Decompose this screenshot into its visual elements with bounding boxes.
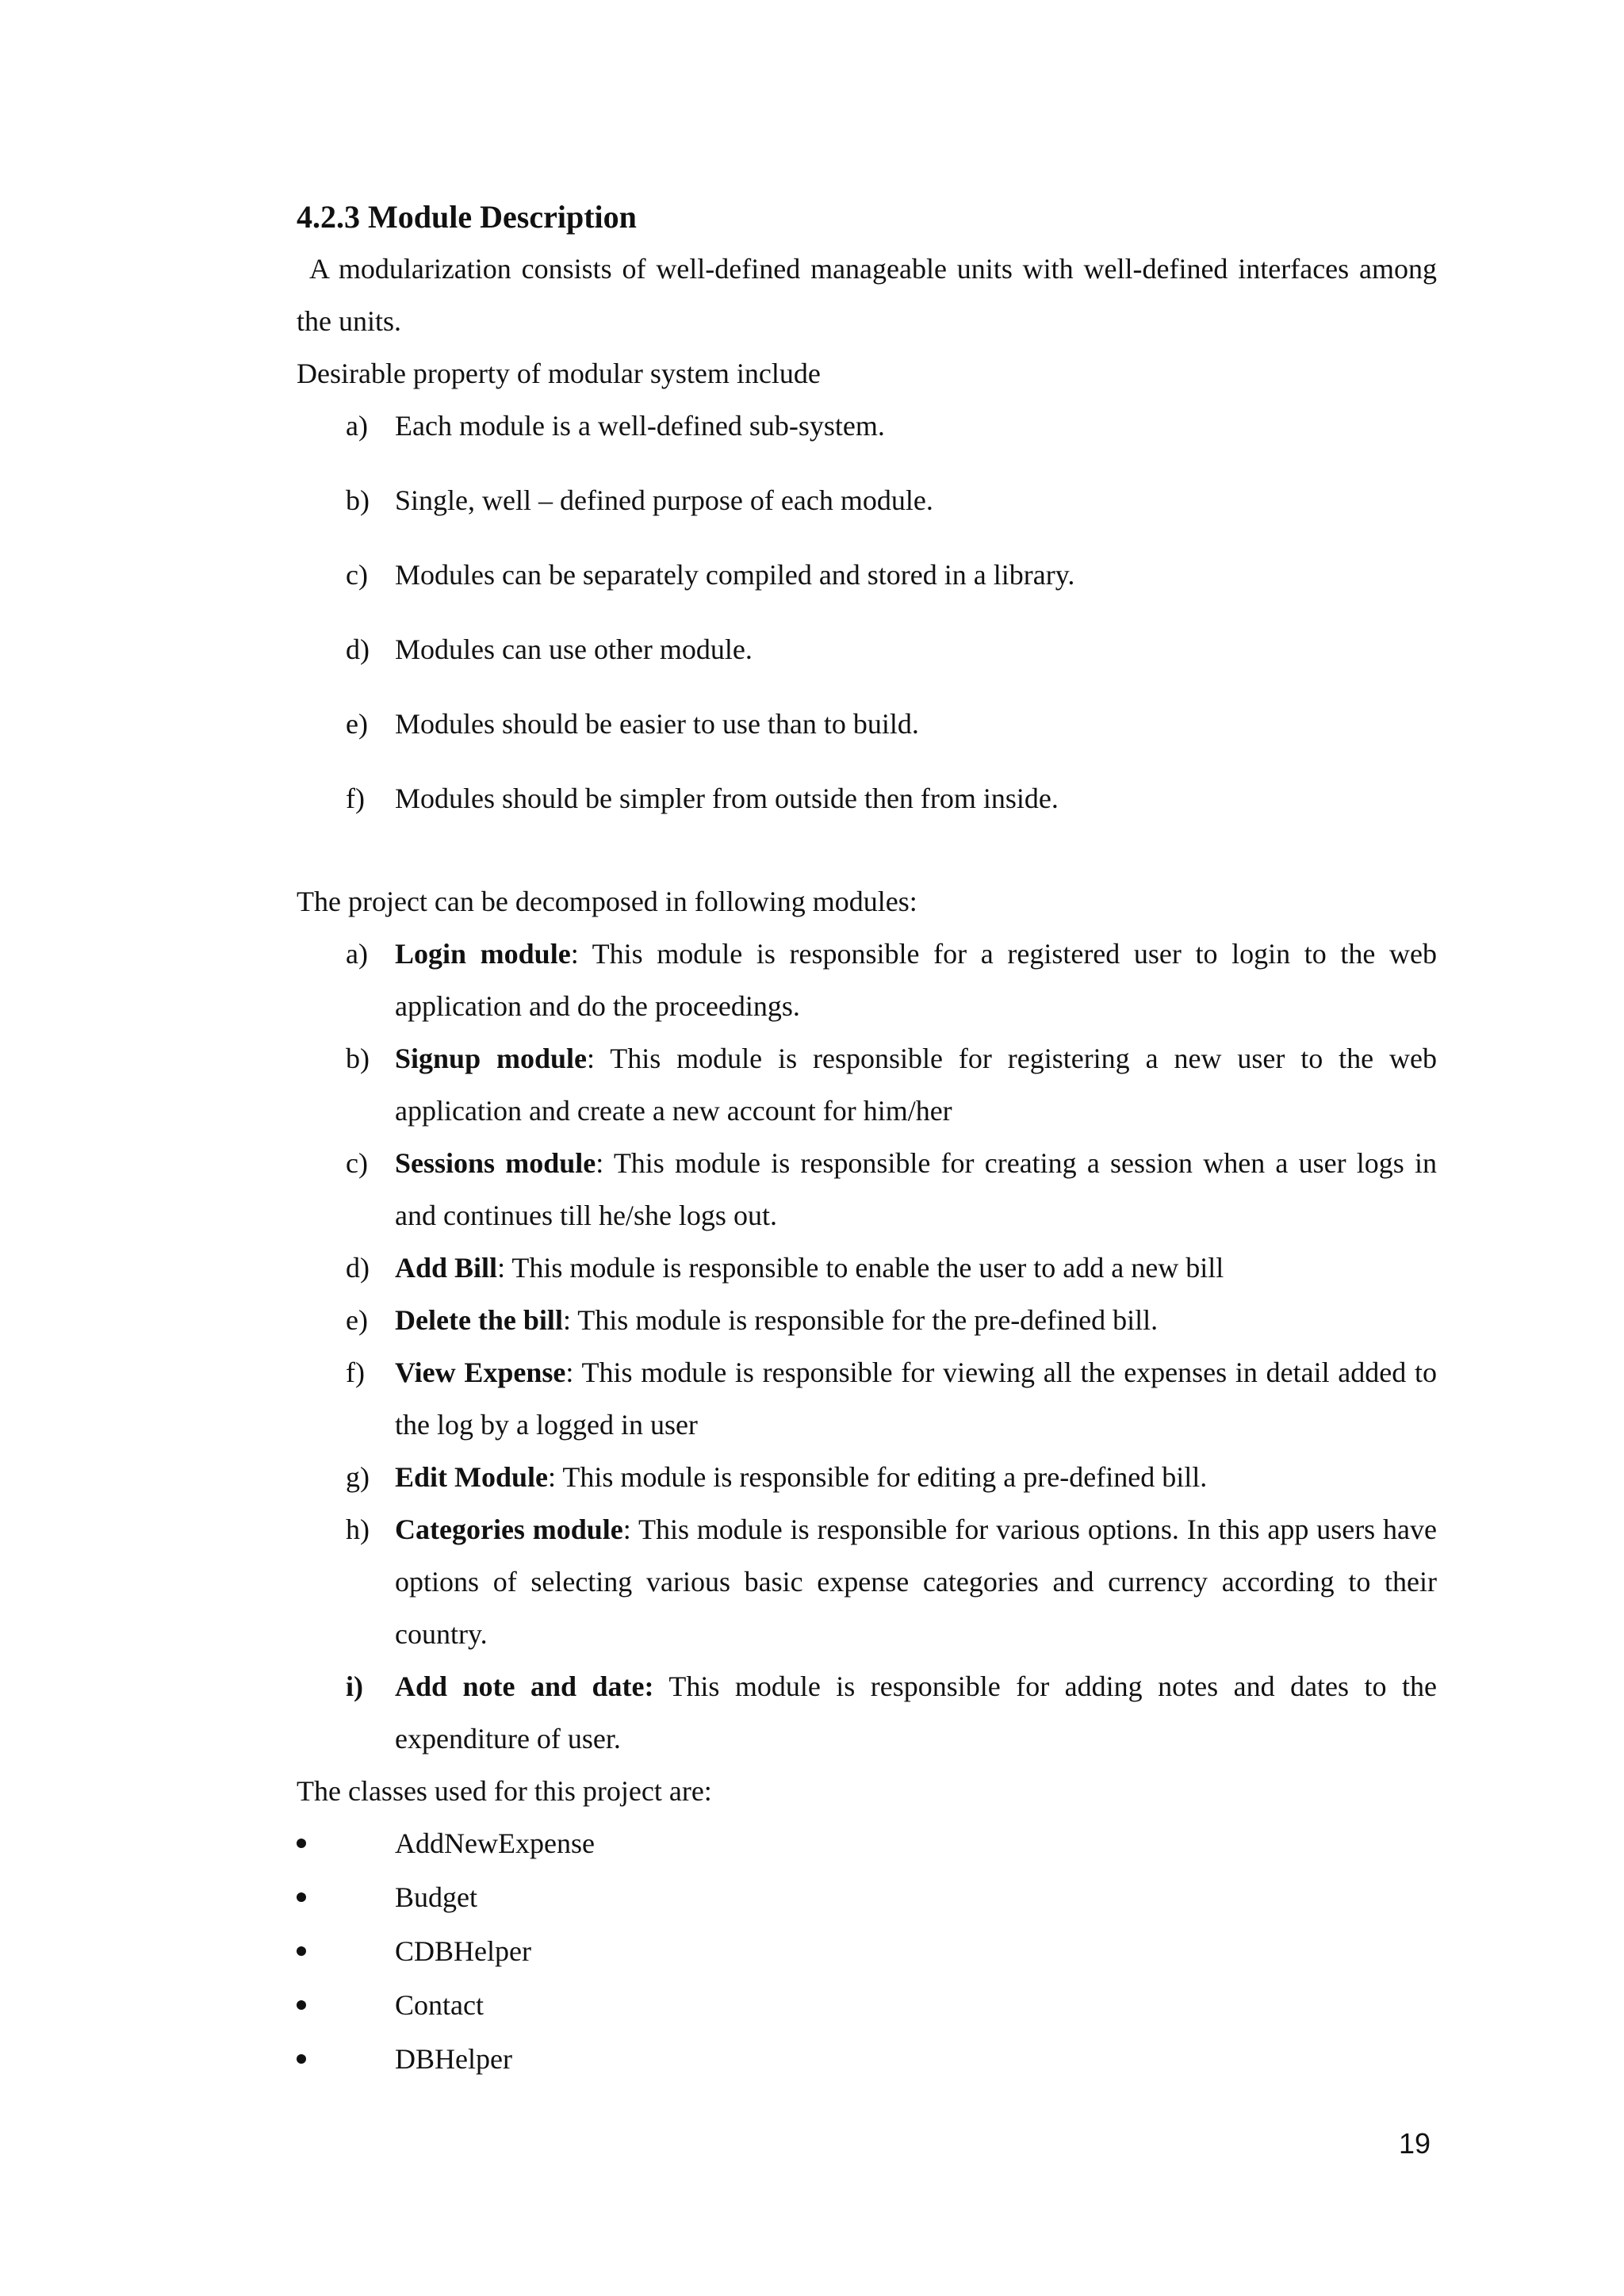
list-item xyxy=(297,549,1437,601)
classes-list xyxy=(297,1817,1437,2087)
class-item xyxy=(297,1925,1437,1979)
bullet-icon xyxy=(297,1817,306,1869)
class-name: CDBHelper xyxy=(395,1935,531,1967)
section-heading: 4.2.3 Module Description xyxy=(297,199,637,235)
list-item-text: Modules can use other module. xyxy=(395,633,753,665)
list-marker: a) xyxy=(346,938,368,970)
list-item-text: Each module is a well-defined sub-system. xyxy=(395,410,885,442)
list-marker: c) xyxy=(346,1147,368,1179)
module-description: : This module is responsible for creating a session when a user logs in and continues till he/she logs out. xyxy=(395,1147,1437,1231)
module-term: Signup module xyxy=(395,1043,588,1074)
class-item xyxy=(297,1871,1437,1925)
spacer xyxy=(297,825,1437,875)
module-description: : This module is responsible for viewing all the expenses in detail added to the log by a logged in user xyxy=(395,1357,1437,1441)
modules-list xyxy=(297,928,1437,1765)
module-description: : This module is responsible for a registered user to login to the web application and do the proceedings. xyxy=(395,938,1438,1022)
module-description: : This module is responsible for registering a new user to the web application and create a new account for him/her xyxy=(395,1043,1437,1127)
list-item-text: Modules can be separately compiled and stored in a library. xyxy=(395,559,1075,591)
list-marker: d) xyxy=(346,633,370,665)
bullet-icon xyxy=(297,1979,306,2031)
module-term: Edit Module xyxy=(395,1461,549,1493)
module-item xyxy=(297,1346,1437,1451)
list-item xyxy=(297,623,1437,675)
module-description: : This module is responsible for editing a pre-defined bill. xyxy=(548,1461,1208,1493)
list-marker: e) xyxy=(346,708,368,740)
page-number: 19 xyxy=(1398,2127,1431,2160)
module-term: Sessions module xyxy=(395,1147,596,1179)
class-name: AddNewExpense xyxy=(395,1827,595,1859)
class-item xyxy=(297,2033,1437,2087)
module-term: Add note and date: xyxy=(395,1670,654,1702)
list-marker: f) xyxy=(346,783,365,814)
list-item xyxy=(297,474,1437,526)
module-description: : This module is responsible for the pre-defined bill. xyxy=(562,1304,1159,1336)
class-name: DBHelper xyxy=(395,2043,512,2075)
module-item xyxy=(297,1503,1437,1660)
class-item xyxy=(297,1817,1437,1871)
desirable-properties-list xyxy=(297,400,1437,825)
list-marker: d) xyxy=(346,1252,370,1284)
list-marker: b) xyxy=(346,484,370,516)
module-item xyxy=(297,1660,1437,1765)
list-item-text: Modules should be easier to use than to build. xyxy=(395,708,919,740)
intro-paragraph: A modularization consists of well-defined manageable units with well-defined interfaces among the units. xyxy=(297,253,1437,337)
module-item xyxy=(297,1451,1437,1503)
module-term: View Expense xyxy=(395,1357,566,1388)
page-content xyxy=(297,193,1437,2087)
bullet-icon xyxy=(297,2033,306,2085)
list-item xyxy=(297,400,1437,452)
class-item xyxy=(297,1979,1437,2033)
list-item-text: Single, well – defined purpose of each module. xyxy=(395,484,933,516)
module-item xyxy=(297,1137,1437,1242)
list-marker: c) xyxy=(346,559,368,591)
list-item xyxy=(297,698,1437,750)
list-marker: g) xyxy=(346,1461,370,1493)
module-term: Add Bill xyxy=(395,1252,498,1284)
list-marker: f) xyxy=(346,1357,365,1388)
module-description: : This module is responsible to enable the user to add a new bill xyxy=(497,1252,1224,1284)
list-marker: a) xyxy=(346,410,368,442)
class-name: Budget xyxy=(395,1881,477,1913)
bullet-icon xyxy=(297,1871,306,1923)
list-item-text: Modules should be simpler from outside then from inside. xyxy=(395,783,1059,814)
module-item xyxy=(297,1242,1437,1294)
module-term: Login module xyxy=(395,938,571,970)
classes-intro: The classes used for this project are: xyxy=(297,1775,712,1807)
module-term: Categories module xyxy=(395,1513,623,1545)
list-marker: h) xyxy=(346,1513,370,1545)
desirable-intro: Desirable property of modular system include xyxy=(297,358,821,389)
module-item xyxy=(297,1294,1437,1346)
module-item xyxy=(297,1032,1437,1137)
list-marker: b) xyxy=(346,1043,370,1074)
list-marker: i) xyxy=(346,1670,363,1702)
module-description: : This module is responsible for various options. In this app users have options of selecting various basic expense categories and currency according to their country. xyxy=(395,1513,1437,1650)
module-description: This module is responsible for adding notes and dates to the expenditure of user. xyxy=(395,1670,1437,1755)
modules-intro: The project can be decomposed in following modules: xyxy=(297,886,917,917)
module-term: Delete the bill xyxy=(395,1304,563,1336)
module-item xyxy=(297,928,1437,1032)
bullet-icon xyxy=(297,1925,306,1977)
list-item xyxy=(297,772,1437,825)
list-marker: e) xyxy=(346,1304,368,1336)
class-name: Contact xyxy=(395,1989,484,2021)
